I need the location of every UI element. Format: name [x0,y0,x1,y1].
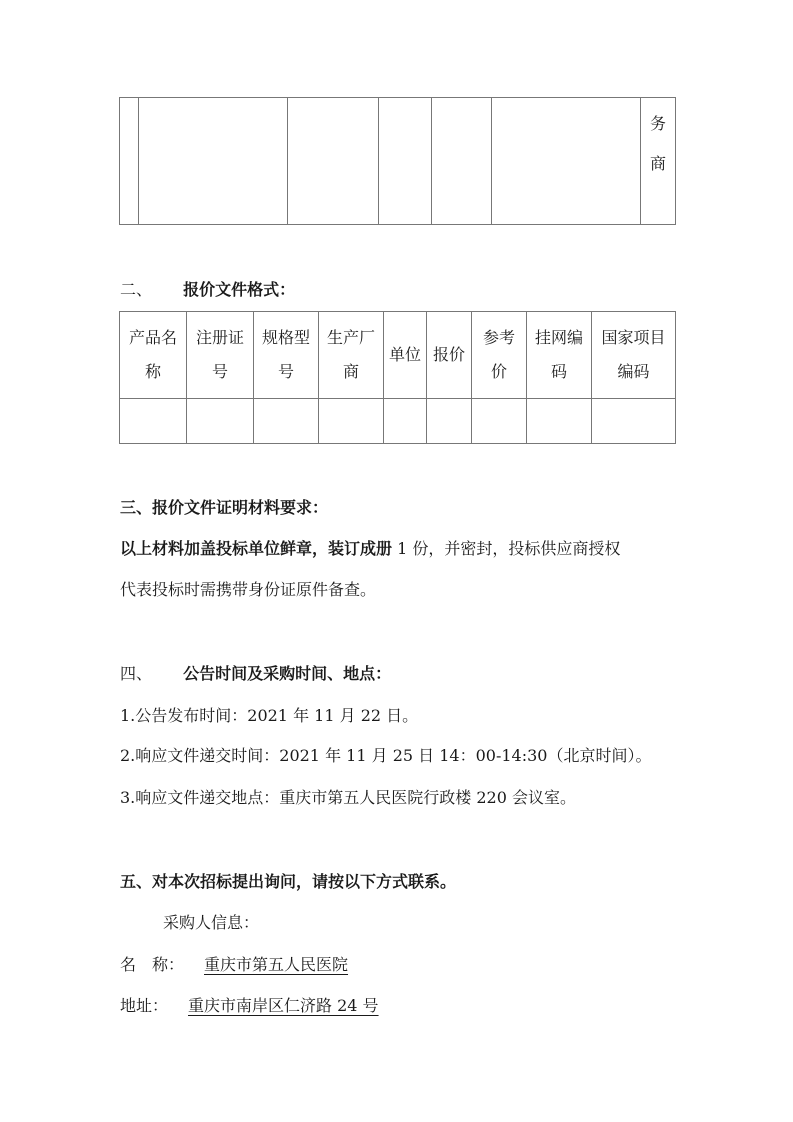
name-value: 重庆市第五人民医院 [204,955,349,974]
section3-line1: 以上材料加盖投标单位鲜章，装订成册 1 份，并密封，投标供应商授权 [120,539,621,558]
section3-heading: 三、报价文件证明材料要求： [120,498,329,517]
header-cell-net-code: 挂网编 码 [527,312,592,399]
table-header-row [120,312,676,399]
list-item: 3.响应文件递交地点：重庆市第五人民医院行政楼 220 会议室。 [120,788,576,807]
buyer-address-line [120,998,379,1014]
table-row [120,98,676,225]
table-cell [427,399,472,444]
table-cell-last [641,98,676,225]
address-value: 重庆市南岸区仁济路 24 号 [188,996,379,1015]
list-item: 1.公告发布时间：2021 年 11 月 22 日。 [120,706,419,725]
section-number: 二、 [120,280,153,299]
cell-char: 商 [649,154,666,173]
header-cell-ref-price: 参考 价 [472,312,527,399]
table-cell [319,399,384,444]
section-number: 四、 [120,664,153,683]
table-cell [288,98,379,225]
section-title: 报价文件格式： [183,280,296,299]
table-cell [472,399,527,444]
header-cell-national-code: 国家项目 编码 [592,312,676,399]
header-cell-manufacturer: 生产厂 商 [319,312,384,399]
table-cell [139,98,288,225]
continued-table [119,97,676,225]
table-cell [384,399,427,444]
table-cell [120,98,139,225]
table-cell [432,98,492,225]
table-cell [492,98,641,225]
quote-format-table [119,311,676,444]
table-cell [527,399,592,444]
header-cell-price: 报价 [427,312,472,399]
section2-heading [120,282,295,298]
cell-char: 务 [649,114,666,133]
address-label: 地址： [120,996,169,1015]
header-cell-unit: 单位 [384,312,427,399]
section4-heading [120,666,391,682]
section5-heading: 五、对本次招标提出询问，请按以下方式联系。 [120,872,457,891]
section-title: 公告时间及采购时间、地点： [183,664,392,683]
header-cell-spec: 规格型 号 [254,312,319,399]
header-cell-reg-no: 注册证 号 [187,312,254,399]
table-row [120,399,676,444]
table-cell [592,399,676,444]
table-cell [120,399,187,444]
table-cell [254,399,319,444]
header-cell-product-name: 产品名 称 [120,312,187,399]
name-label: 名 称： [120,955,185,974]
table-cell [187,399,254,444]
buyer-name-line [120,957,348,973]
buyer-info-label: 采购人信息： [163,913,260,932]
list-item: 2.响应文件递交时间：2021 年 11 月 25 日 14：00-14:30（北京时间）。 [120,746,652,765]
table-cell [379,98,432,225]
section3-line2: 代表投标时需携带身份证原件备查。 [120,580,377,599]
